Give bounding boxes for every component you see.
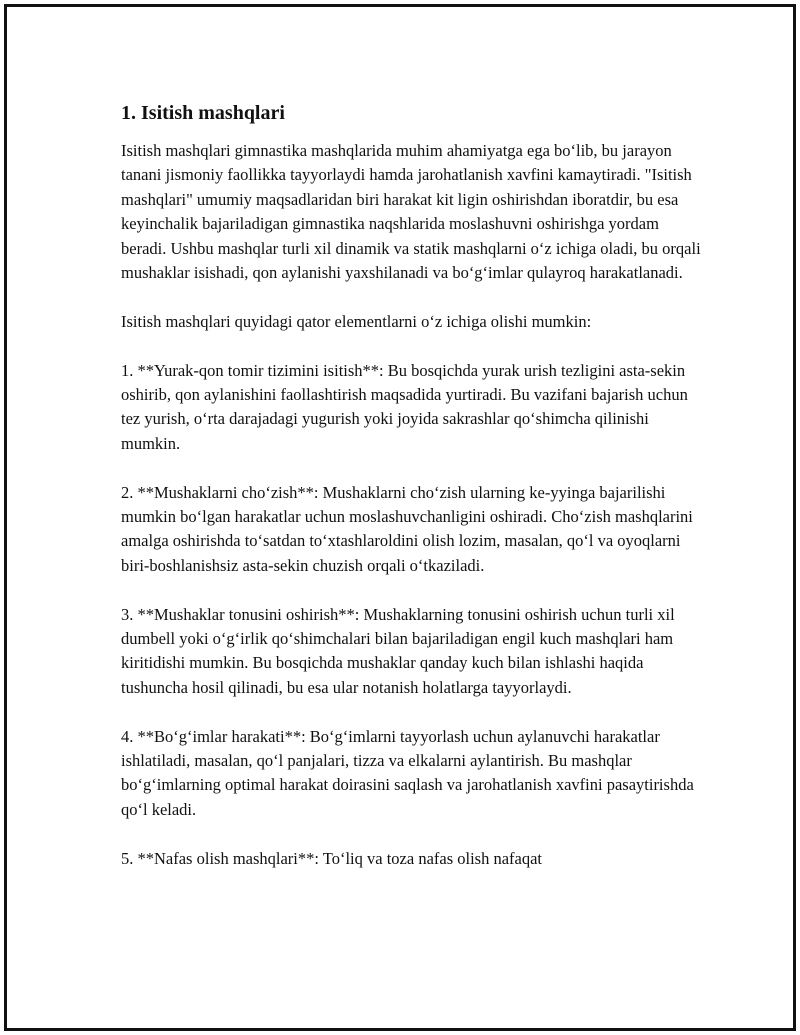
section-heading: 1. Isitish mashqlari: [121, 102, 285, 124]
list-item-muscle-tone: 3. **Mushaklar tonusini oshirish**: Mushaklarning tonusini oshirish uchun turli xil dumbell yoki o‘g‘irlik qo‘shimchalari bilan bajariladigan engil kuch mashqlari ham kiritidishi mumkin. Bu bosqichda mushaklar qanday kuch bilan ishlashi haqida tushuncha hosil qilinadi, bu esa ular notanish holatlarga tayyorlaydi.: [121, 604, 675, 697]
page-frame: [4, 4, 796, 1031]
list-item-joint-movement: 4. **Bo‘g‘imlar harakati**: Bo‘g‘imlarni tayyorlash uchun aylanuvchi harakatlar ishlatiladi, masalan, qo‘l panjalari, tizza va elkalarni aylantirish. Bu mashqlar bo‘g‘imlarning optimal harakat doirasini saqlash va jarohatlanish xavfini pasaytirishda qo‘l keladi.: [121, 726, 694, 819]
list-item-cardio-warmup: 1. **Yurak-qon tomir tizimini isitish**: Bu bosqichda yurak urish tezligini asta-sekin oshirib, qon aylanishini faollashtirish maqsadida yurtiradi. Bu vazifani bajarish uchun tez yurish, o‘rta darajadagi yugurish yoki joyida sakrashlar qo‘shimcha qilinishi mumkin.: [121, 360, 688, 453]
intro-paragraph: Isitish mashqlari gimnastika mashqlarida muhim ahamiyatga ega bo‘lib, bu jarayon tanani jismoniy faollikka tayyorlaydi hamda jarohatlanish xavfini kamaytiradi. "Isitish mashqlari" umumiy maqsadlaridan biri harakat kit ligin oshirishdan iboratdir, bu esa keyinchalik bajariladigan gimnastika naqshlarida moslashuvni oshirishga yordam beradi. Ushbu mashqlar turli xil dinamik va statik mashqlarni o‘z ichiga oladi, bu orqali mushaklar isishadi, qon aylanishi yaxshilanadi va bo‘g‘imlar qulayroq harakatlanadi.: [121, 141, 701, 283]
list-intro-paragraph: Isitish mashqlari quyidagi qator elementlarni o‘z ichiga olishi mumkin:: [121, 311, 592, 331]
list-item-breathing-exercises: 5. **Nafas olish mashqlari**: To‘liq va toza nafas olish nafaqat: [121, 848, 543, 868]
list-item-muscle-stretching: 2. **Mushaklarni cho‘zish**: Mushaklarni cho‘zish ularning ke-yyinga bajarilishi mumkin bo‘lgan harakatlar uchun moslashuvchanligini oshiradi. Cho‘zish mashqlarini amalga oshirishda to‘satdan to‘xtashlaroldini olish lozim, masalan, qo‘l va oyoqlarni biri-boshlanishsiz asta-sekin chuzish orqali o‘tkaziladi.: [121, 482, 693, 575]
document-body: [121, 101, 701, 895]
